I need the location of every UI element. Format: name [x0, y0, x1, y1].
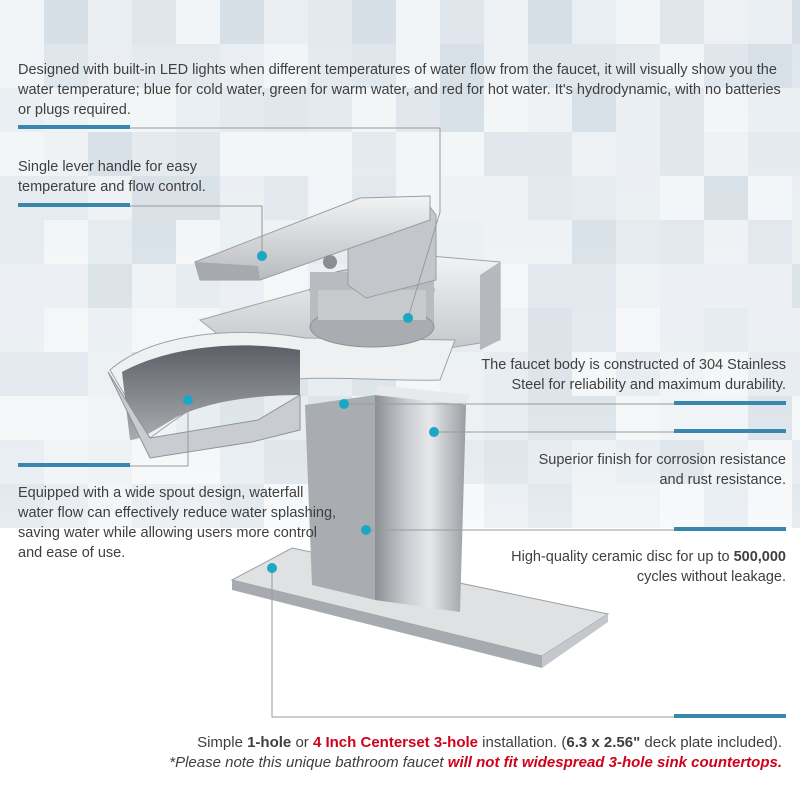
- body-line-1: The faucet body is constructed of 304 Stainless: [481, 357, 786, 373]
- spout-line-2: water flow can effectively reduce water splashing,: [18, 505, 337, 521]
- warning-red: will not fit widespread 3-hole sink countertops.: [447, 754, 782, 771]
- ceramic-line-2: cycles without leakage.: [636, 569, 786, 585]
- install-3-hole: 4 Inch Centerset 3-hole: [312, 734, 479, 751]
- ceramic-cycles: 500,000: [733, 549, 786, 565]
- finish-line-1: Superior finish for corrosion resistance: [538, 452, 786, 468]
- body-line-2: Steel for reliability and maximum durability.: [511, 377, 786, 393]
- install-text-1: Simple: [197, 734, 248, 751]
- warning-text: *Please note this unique bathroom faucet: [169, 754, 448, 771]
- install-text-3: installation. (: [478, 734, 567, 751]
- handle-callout: [18, 157, 318, 197]
- spout-callout: [18, 483, 338, 563]
- spout-line-4: and ease of use.: [18, 545, 126, 561]
- ceramic-line-1: [430, 547, 786, 567]
- intro-text: Designed with built-in LED lights when different temperatures of water flow from the faucet, it will visually show you the water temperature; blue for cold water, green for warm water, and red for hot water. It's hydrodynamic, with no batteries or plugs required.: [18, 62, 781, 118]
- ceramic-text: High-quality ceramic disc for up to: [511, 549, 734, 565]
- spout-line-3: saving water while allowing users more control: [18, 525, 317, 541]
- spout-line-1: Equipped with a wide spout design, waterfall: [18, 485, 304, 501]
- install-note: [60, 733, 782, 773]
- handle-line-2: temperature and flow control.: [18, 179, 206, 195]
- finish-callout: [440, 450, 786, 490]
- warning-line: [60, 753, 782, 773]
- ceramic-callout: [430, 547, 786, 587]
- install-text-2: or: [291, 734, 313, 751]
- install-text-4: deck plate included).: [640, 734, 782, 751]
- install-line: [60, 733, 782, 753]
- finish-line-2: and rust resistance.: [659, 472, 786, 488]
- body-callout: [430, 355, 786, 395]
- install-1-hole: 1-hole: [247, 734, 292, 751]
- handle-line-1: Single lever handle for easy: [18, 159, 197, 175]
- install-plate-size: 6.3 x 2.56": [566, 734, 641, 751]
- accent-bars: [18, 125, 786, 718]
